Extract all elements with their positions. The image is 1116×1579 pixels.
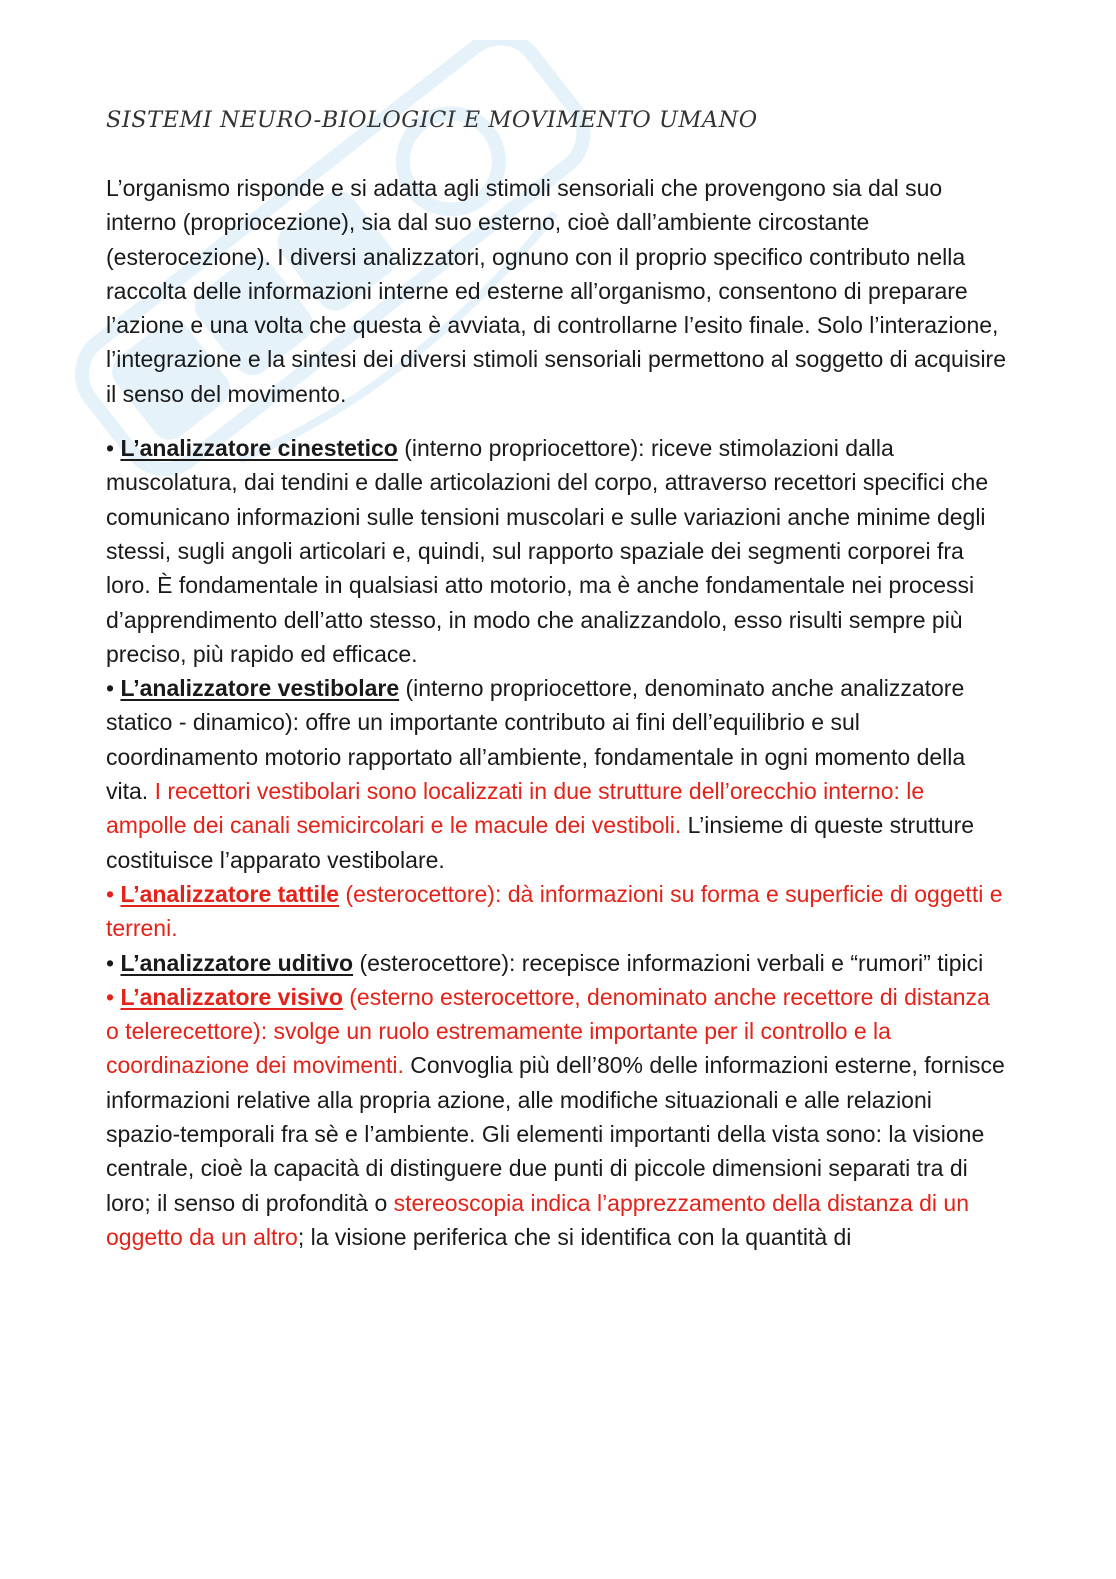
highlight-visivo: (esterno esterocettore, denominato anche recettore di distanza o telerecettore): svolge un ruolo estremamente importante per il controllo e la coordinazione dei movimenti. (106, 983, 990, 1079)
text-cinestetico: (interno propriocettore): riceve stimolazioni dalla muscolatura, dai tendini e dalle articolazioni del corpo, attraverso recettori specifici che comunicano informazioni sulle tensioni muscolari e sulle variazioni anche minime degli stessi, sugli angoli articolari e, quindi, sul rapporto spaziale dei segmenti corporei fra loro. È fondamentale in qualsiasi atto motorio, ma è anche fondamentale nei processi d’apprendimento dell’atto stesso, in modo che analizzandolo, esso risulti sempre più preciso, più rapido ed efficace. (106, 435, 989, 667)
text-tattile: (esterocettore): dà informazioni su forma e superficie di oggetti e terreni. (106, 880, 1003, 942)
term-visivo: L’analizzatore visivo (120, 983, 343, 1010)
intro-paragraph: L’organismo risponde e si adatta agli stimoli sensoriali che provengono sia dal suo interno (propriocezione), sia dal suo esterno, cioè dall’ambiente circostante (esterocezione). I diversi analizzatori, ognuno con il proprio specifico contributo nella raccolta delle informazioni interne ed esterne all’organismo, consentono di preparare l’azione e una volta che questa è avviata, di controllarne l’esito finale. Solo l’interazione, l’integrazione e la sintesi dei diversi stimoli sensoriali permettono al soggetto di acquisire il senso del movimento. (106, 175, 1007, 407)
item-vestibolare (106, 671, 1006, 877)
bullet: • (106, 983, 121, 1010)
bullet: • (106, 880, 121, 907)
term-uditivo: L’analizzatore uditivo (120, 949, 354, 976)
bullet: • (106, 435, 121, 462)
item-visivo (106, 980, 1006, 1254)
item-tattile (106, 877, 1006, 946)
text-visivo: Convoglia più dell’80% delle informazioni esterne, fornisce informazioni relative alla propria azione, alle modifiche situazionali e alle relazioni spazio-temporali fra sè e l’ambiente. Gli elementi importanti della vista sono: la visione centrale, cioè la capacità di distinguere due punti di piccole dimensioni separati tra di loro; il senso di profondità o (106, 1052, 1005, 1216)
bullet: • (106, 675, 121, 702)
highlight-vestibolare: I recettori vestibolari sono localizzati in due strutture dell’orecchio interno: le ampolle dei canali semicircolari e le macule dei vestiboli. (106, 778, 925, 839)
document-page (106, 108, 1006, 1254)
highlight2-visivo: stereoscopia indica l’apprezzamento della distanza di un oggetto da un altro (106, 1189, 970, 1250)
text2-visivo: ; la visione periferica che si identifica con la quantità di (297, 1223, 852, 1250)
term-cinestetico: L’analizzatore cinestetico (120, 435, 398, 462)
text2-vestibolare: L’insieme di queste strutture costituisce l’apparato vestibolare. (106, 812, 975, 873)
text-vestibolare: (interno propriocettore, denominato anche analizzatore statico - dinamico): offre un importante contributo ai fini dell’equilibrio e sul coordinamento motorio rapportato all’ambiente, fondamentale in ogni momento della vita. (106, 675, 966, 805)
item-cinestetico (106, 431, 1006, 671)
item-uditivo (106, 946, 1006, 980)
term-vestibolare: L’analizzatore vestibolare (120, 675, 400, 702)
document-title: SISTEMI NEURO-BIOLOGICI E MOVIMENTO UMANO (106, 108, 758, 133)
term-tattile: L’analizzatore tattile (120, 880, 340, 907)
bullet: • (106, 949, 121, 976)
text-uditivo: (esterocettore): recepisce informazioni verbali e “rumori” tipici (353, 949, 984, 976)
